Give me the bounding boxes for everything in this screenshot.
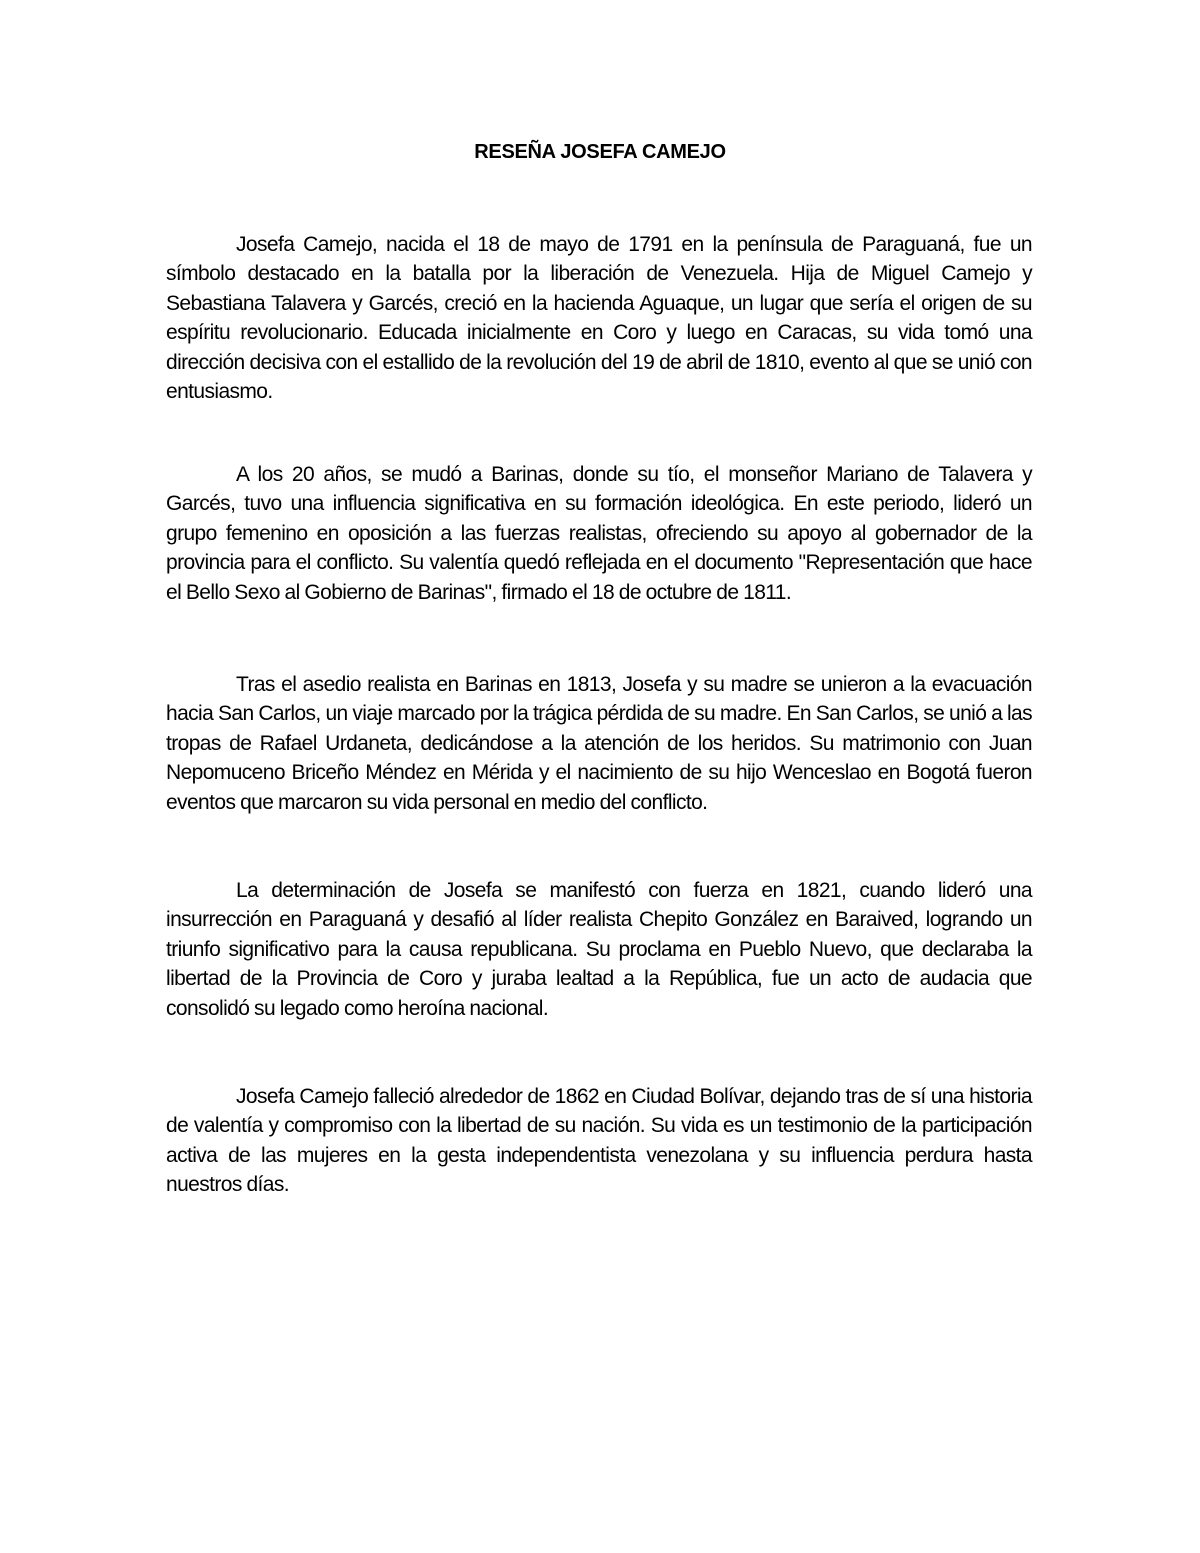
paragraph-death-and-legacy: Josefa Camejo falleció alrededor de 1862 en Ciudad Bolívar, dejando tras de sí una historia de valentía y compromiso con la libertad de su nación. Su vida es un testimonio de la participación activa de las mujeres en la gesta independentista venezolana y su influencia perdura hasta nuestros días. <box>166 1085 1032 1197</box>
paragraph-barinas: A los 20 años, se mudó a Barinas, donde su tío, el monseñor Mariano de Talavera y Garcés, tuvo una influencia significativa en su formación ideológica. En este periodo, lideró un grupo femenino en oposición a las fuerzas realistas, ofreciendo su apoyo al gobernador de la provincia para el conflicto. Su valentía quedó reflejada en el documento "Representación que hace el Bello Sexo al Gobierno de Barinas", firmado el 18 de octubre de 1811. <box>166 463 1032 604</box>
paragraph-birth-and-early-life: Josefa Camejo, nacida el 18 de mayo de 1791 en la península de Paraguaná, fue un símbolo destacado en la batalla por la liberación de Venezuela. Hija de Miguel Camejo y Sebastiana Talavera y Garcés, creció en la hacienda Aguaque, un lugar que sería el origen de su espíritu revolucionario. Educada inicialmente en Coro y luego en Caracas, su vida tomó una dirección decisiva con el estallido de la revolución del 19 de abril de 1810, evento al que se unió con entusiasmo. <box>166 233 1032 404</box>
document-title: RESEÑA JOSEFA CAMEJO <box>474 141 726 163</box>
paragraph-insurrection: La determinación de Josefa se manifestó con fuerza en 1821, cuando lideró una insurrección en Paraguaná y desafió al líder realista Chepito González en Baraived, logrando un triunfo significativo para la causa republicana. Su proclama en Pueblo Nuevo, que declaraba la libertad de la Provincia de Coro y juraba lealtad a la República, fue un acto de audacia que consolidó su legado como heroína nacional. <box>166 879 1032 1020</box>
paragraph-siege-and-marriage: Tras el asedio realista en Barinas en 1813, Josefa y su madre se unieron a la evacuación hacia San Carlos, un viaje marcado por la trágica pérdida de su madre. En San Carlos, se unió a las tropas de Rafael Urdaneta, dedicándose a la atención de los heridos. Su matrimonio con Juan Nepomuceno Briceño Méndez en Mérida y el nacimiento de su hijo Wenceslao en Bogotá fueron eventos que marcaron su vida personal en medio del conflicto. <box>166 673 1032 814</box>
